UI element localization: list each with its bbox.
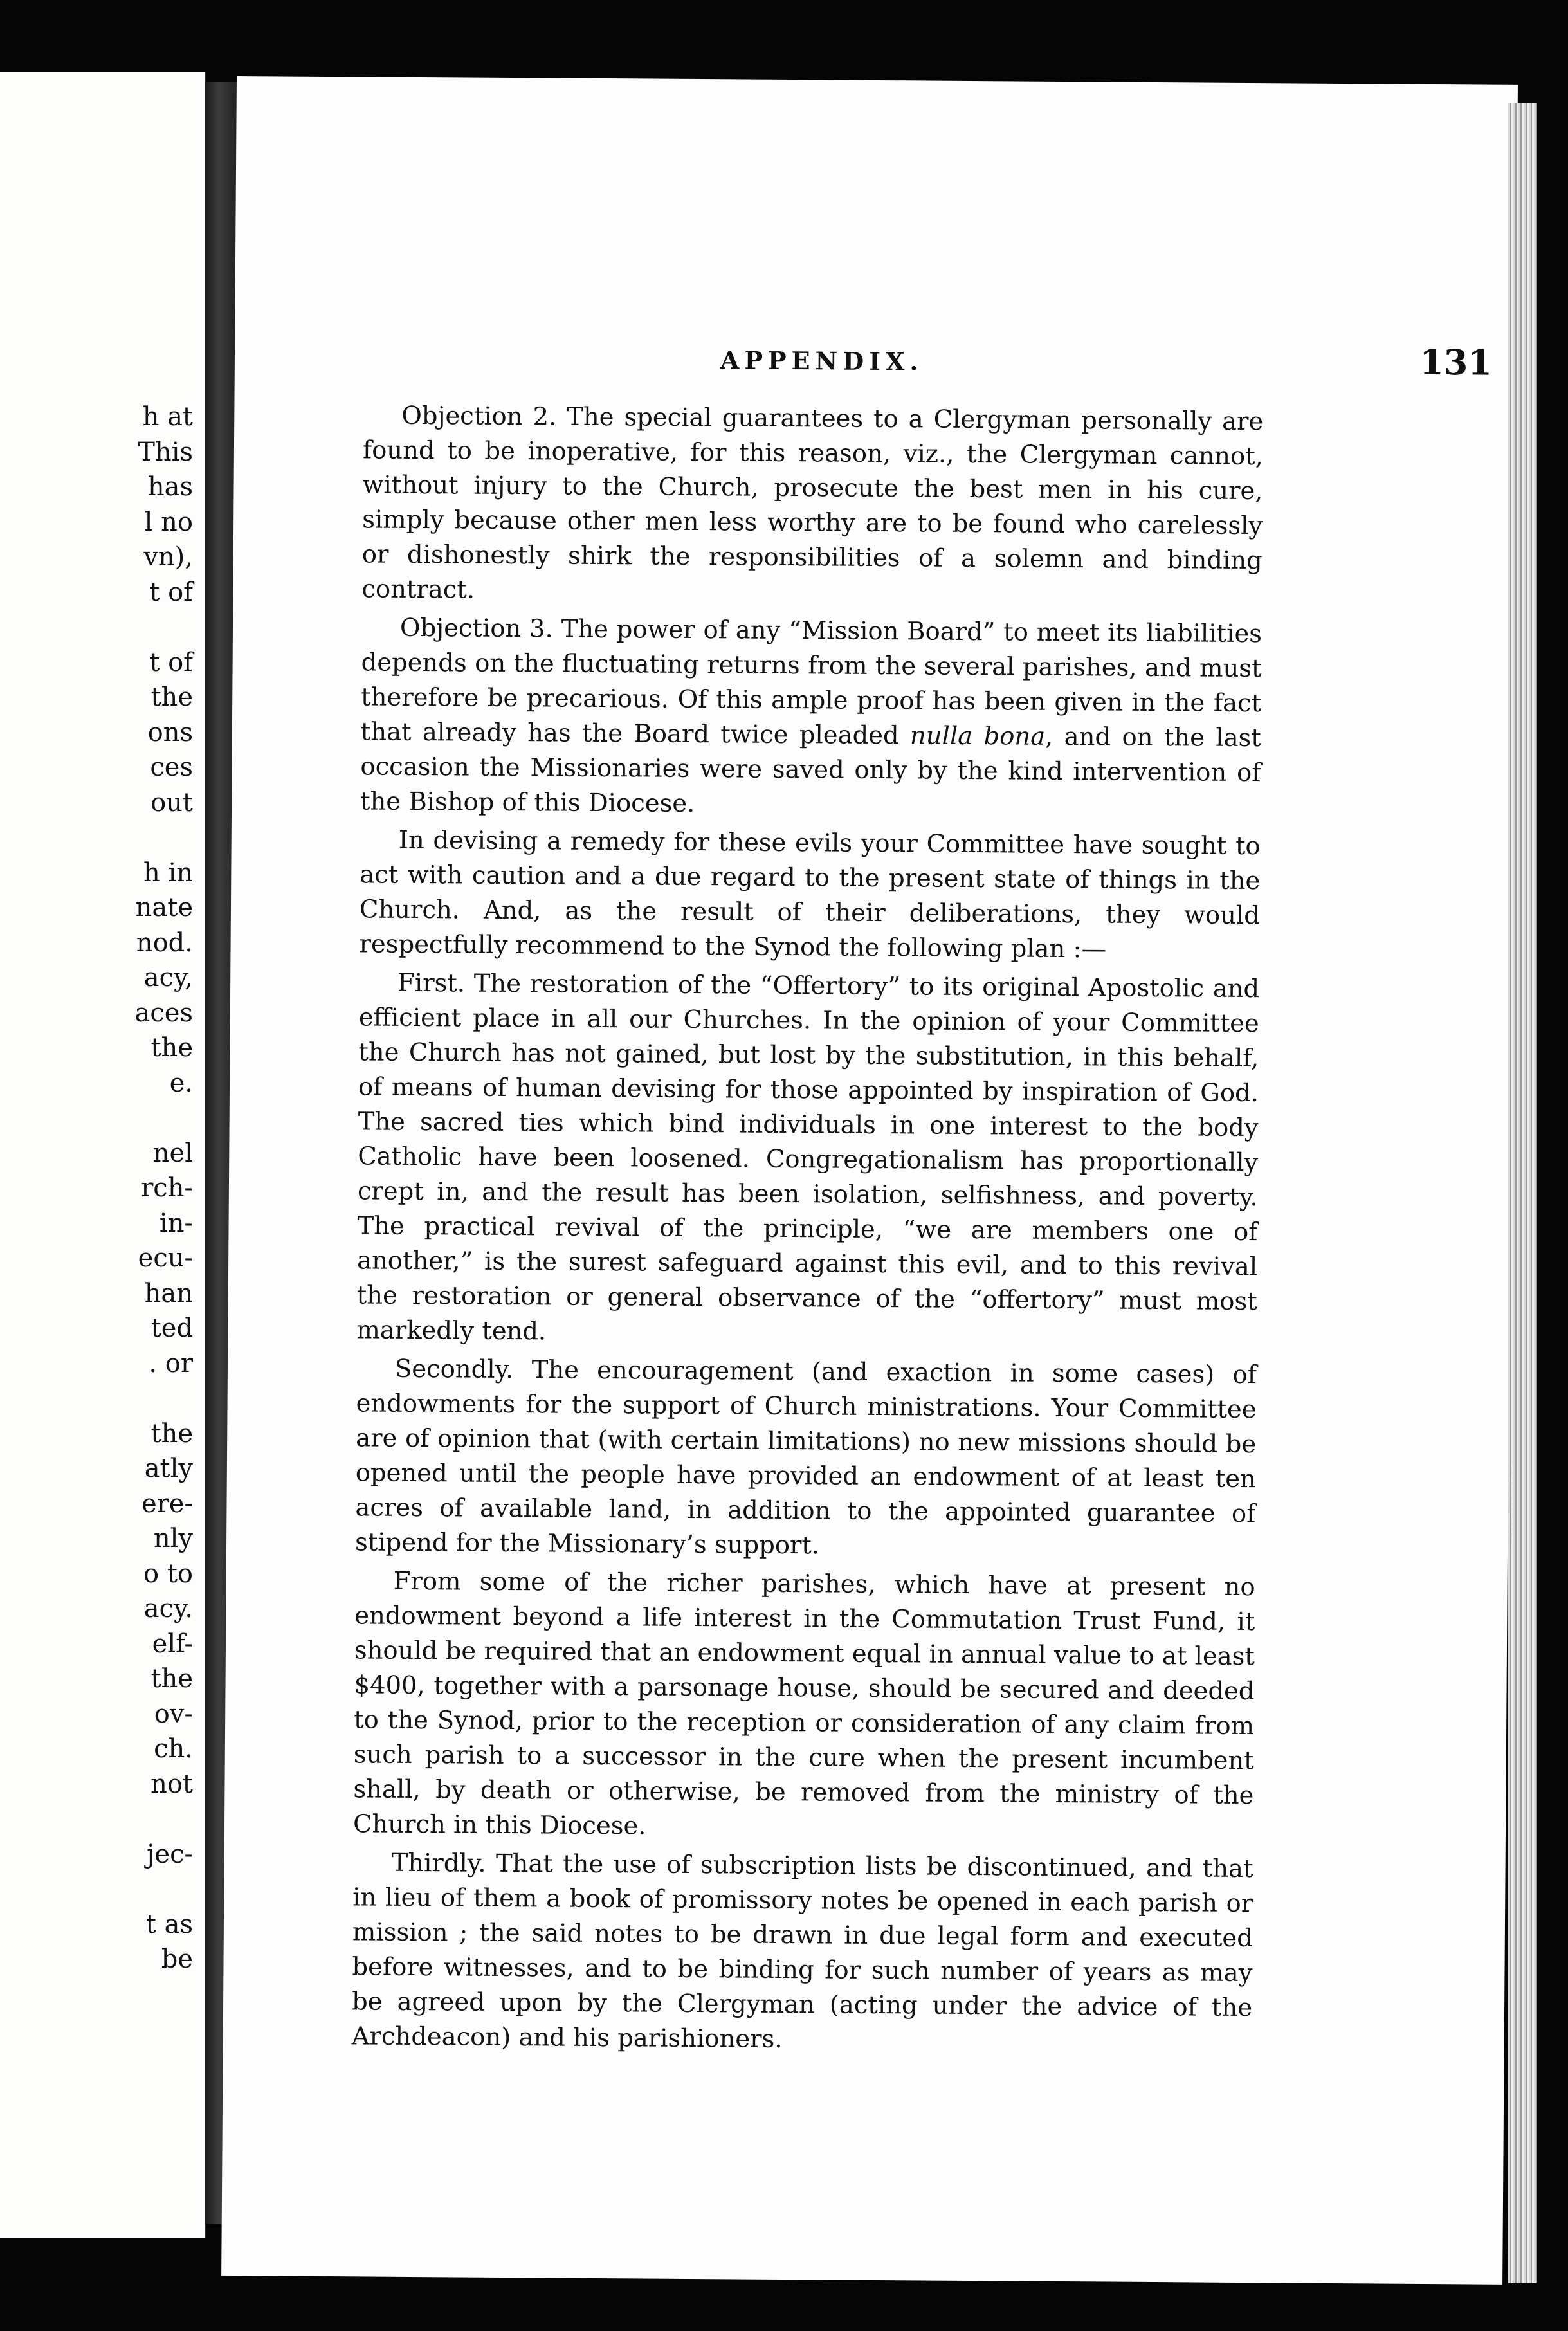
facing-page-line-end: nod.	[136, 928, 193, 958]
facing-page-line-end: h in	[143, 858, 193, 888]
facing-page-line-end: ere-	[141, 1489, 193, 1519]
facing-page-line-end: rch-	[141, 1173, 193, 1203]
facing-page-line-end: l no	[144, 507, 193, 537]
page-number: 131	[1419, 341, 1493, 383]
facing-page-line-end: the	[150, 1419, 193, 1449]
facing-page-line-end: elf-	[152, 1629, 193, 1659]
facing-page	[0, 72, 206, 2238]
facing-page-line-end: atly	[144, 1454, 193, 1483]
facing-page-line-end: in-	[159, 1209, 193, 1238]
facing-page-line-end: aces	[134, 998, 193, 1028]
facing-page-line-end: t of	[149, 578, 193, 607]
latin-phrase: nulla bona	[909, 721, 1046, 751]
facing-page-line-end: vn),	[143, 542, 193, 572]
facing-page-line-end: the	[150, 682, 193, 712]
facing-page-line-end: . or	[149, 1349, 193, 1378]
paragraph-thirdly: Thirdly. That the use of subscription lists be discontinued, and that in lieu of them a book of promissory notes be opened in each parish or mission ; the said notes to be drawn in due legal form and executed before witnesses, and to be binding for such number of years as may be agreed upon by the Clergyman (acting under the advice of the Archdeacon) and his parishioners.	[351, 1848, 1253, 2054]
facing-page-line-end: be	[161, 1944, 193, 1974]
facing-page-line-end: out	[150, 788, 193, 818]
facing-page-line-end: o to	[143, 1559, 193, 1589]
paragraph-first: First. The restoration of the “Offertory” to its original Apostolic and efficient place in all our Churches. In the opinion of your Committee the Church has not gained, but lost by the substitution, in this behalf, of means of human devising for those appointed by inspiration of God. The sacred ties which bind individuals in one interest to the body Catholic have been loosened. Congregationalism has proportionally crept in, and the result has been isolation, selfishness, and poverty. The practical revival of the principle, “we are members one of another,” is the surest safeguard against this evil, and to this revival the restoration or general observance of the “offertory” must most markedly tend.	[356, 968, 1260, 1346]
page-body	[351, 398, 1263, 2064]
facing-page-line-end: ces	[150, 753, 193, 782]
facing-page-line-end: acy.	[143, 1594, 193, 1623]
facing-page-line-end: nly	[153, 1524, 193, 1553]
facing-page-line-end: t as	[145, 1910, 193, 1939]
facing-page-line-end: nate	[135, 893, 193, 922]
facing-page-line-end: not	[150, 1769, 193, 1799]
facing-page-line-end: ecu-	[138, 1243, 193, 1273]
paragraph-remedy: In devising a remedy for these evils your Committee have sought to act with caution and a due regard to the present state of things in the Church. And, as the result of their deliberations, they would respectfully recommend to the Synod the following plan :—	[359, 825, 1261, 964]
facing-page-line-end: nel	[152, 1138, 193, 1168]
paragraph-richer-parishes: From some of the richer parishes, which have at present no endowment beyond a life interest in the Commutation Trust Fund, it should be required that an endowment equal in annual value to at least $400, together with a parsonage house, should be secured and deeded to the Synod, prior to the reception or consideration of any claim from such parish to a successor in the cure when the present incumbent shall, by death or otherwise, be removed from the ministry of the Church in this Diocese.	[352, 1566, 1255, 1841]
facing-page-line-end: the	[150, 1033, 193, 1063]
facing-page-line-end: h at	[142, 402, 193, 432]
running-title: APPENDIX.	[720, 345, 924, 376]
facing-page-line-end: jec-	[147, 1840, 193, 1869]
facing-page-line-end: This	[138, 437, 193, 467]
paragraph-objection-2: Objection 2. The special guarantees to a Clergyman personally are found to be inoperative, for this reason, viz., the Clergyman cannot, without injury to the Church, prosecute the best men in his cure, simply because other men less worthy are to be found who carelessly or dishonestly shirk the responsibilities of a solemn and binding contract.	[361, 401, 1264, 605]
page-header	[720, 336, 1493, 393]
facing-page-line-end: has	[147, 472, 193, 502]
facing-page-line-end: t of	[149, 648, 193, 677]
facing-page-line-end: ov-	[154, 1699, 193, 1729]
facing-page-line-end: the	[150, 1664, 193, 1694]
page	[221, 76, 1518, 2285]
facing-page-line-end: ch.	[154, 1734, 193, 1764]
paragraph-secondly: Secondly. The encouragement (and exaction in some cases) of endowments for the support of Church ministrations. Your Committee are of opinion that (with certain limitations) no new missions should be opened until the people have provided an endowment of at least ten acres of available land, in addition to the appointed guarantee of stipend for the Missionary’s support.	[354, 1354, 1257, 1560]
facing-page-line-end: acy,	[143, 963, 193, 992]
facing-page-line-end: ons	[147, 718, 193, 747]
facing-page-line-end: e.	[169, 1068, 193, 1098]
paragraph-objection-3: Objection 3. The power of any “Mission Board” to meet its liabilities depends on the fluctuating returns from the several parishes, and must therefore be precarious. Of this ample proof has been given in the fact that already has the Board twice pleaded nulla bona, and on the last occasion the Missionaries were saved only by the kind intervention of the Bishop of this Diocese.	[360, 613, 1263, 819]
page-block-edge	[1508, 103, 1537, 2283]
facing-page-line-end: ted	[150, 1313, 193, 1343]
facing-page-line-end: han	[144, 1279, 193, 1308]
